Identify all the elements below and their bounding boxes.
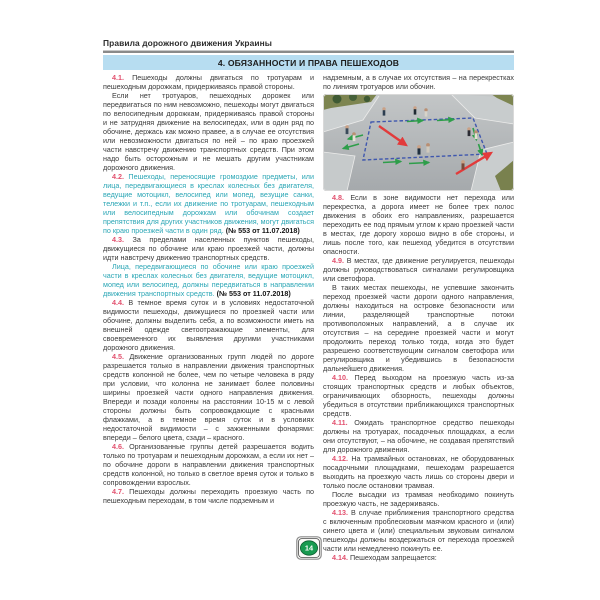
paragraph — [323, 490, 514, 508]
paragraph — [323, 193, 514, 256]
clause-number: 4.1. — [112, 73, 124, 82]
clause-text: надземным, а в случае их отсутствия – на перекрестках по линиям тротуаров или обочин. — [323, 73, 514, 91]
clause-number: 4.9. — [332, 256, 344, 265]
paragraph — [103, 262, 314, 298]
header-divider — [103, 50, 514, 53]
right-column-top — [323, 73, 514, 91]
clause-number: 4.2. — [112, 172, 124, 181]
clause-number: 4.13. — [332, 508, 348, 517]
clause-text: На трамвайных остановках, не оборудованных посадочными площадками, пешеходам разрешается выходить на проезжую часть лишь со стороны двери и только после остановки трамвая. — [323, 454, 514, 490]
clause-text: Пешеходам запрещается: — [350, 553, 437, 562]
section-banner — [103, 55, 514, 70]
clause-number: 4.10. — [332, 373, 348, 382]
section-title: 4. ОБЯЗАННОСТИ И ПРАВА ПЕШЕХОДОВ — [217, 57, 400, 68]
paragraph — [103, 73, 314, 91]
clause-text: Пешеходы, переносящие громоздкие предметы, или лица, передвигающиеся в креслах колесных без двигателя, ведущие мотоцикл, велосипед или мопед, везущие санки, тележки и т.п., если их движение по тротуарам, пешеходным или велосипедным дорожкам или обочинам создает препятствия для других участников движения, могут двигаться по краю проезжей части в один ряд. — [103, 172, 314, 235]
clause-text: В местах, где движение регулируется, пешеходы должны руководствоваться сигналами регулировщика или светофора. — [323, 256, 514, 283]
clause-text: Если в зоне видимости нет перехода или перекрестка, а дорога имеет не более трех полос движения в обоих его направлениях, разрешается переходить ее под прямым углом к краю проезжей части в местах, где дорогу хорошо видно в обе стороны, и лишь после того, как пешеход убедится в отсутствии опасности. — [323, 193, 515, 256]
clause-text: (№ 553 от 11.07.2018) — [216, 289, 291, 298]
clause-text: Пешеходы должны переходить проезжую часть по пешеходным переходам, в том числе подземным и — [103, 487, 315, 505]
paragraph — [323, 508, 514, 553]
page-number: 14 — [304, 543, 314, 553]
paragraph — [323, 553, 514, 562]
left-column — [103, 73, 314, 505]
intersection-illustration — [323, 94, 514, 191]
clause-text: Лица, передвигающиеся по обочине или краю проезжей части в креслах колесных без двигателя, ведущие мотоцикл, мопед или велосипед, должны передвигаться в направлении движения транспортных средств. — [103, 262, 314, 298]
paragraph — [103, 442, 314, 487]
paragraph — [323, 454, 514, 490]
clause-number: 4.12. — [332, 454, 348, 463]
clause-number: 4.14. — [332, 553, 348, 562]
clause-text: Перед выходом на проезжую часть из-за стоящих транспортных средств и любых объектов, ограничивающих обзорность, пешеходы должны убедиться в отсутствии приближающихся транспортных средств. — [323, 373, 514, 418]
paragraph — [323, 283, 514, 373]
paragraph — [323, 73, 514, 91]
clause-text: Движение организованных групп людей по дороге разрешается только в направлении движения транспортных средств колонной не более, чем по четыре человека в ряду при условии, что колонна не занимает более половины ширины проезжей части одного направления движения. Впереди и позади колонны на расстоянии 10-15 м с левой стороны должны быть сопровождающие с красными флажками, а в темное время суток и в условиях недостаточной видимости – с зажженными фонарями: впереди – белого цвета, сзади – красного. — [103, 352, 314, 442]
clause-text: В случае приближения транспортного средства с включенным проблесковым маячком красного и (или) синего цвета и (или) специальным звуковым сигналом пешеходы должны воздержаться от перехода проезжей части или немедленно покинуть ее. — [323, 508, 514, 553]
clause-text: Организованные группы детей разрешается водить только по тротуарам и пешеходным дорожкам, а если их нет – по обочине дороги в направлении движения транспортных средств колонной, но только в светлое время суток и только в сопровождении взрослых. — [103, 442, 315, 487]
clause-text: Ожидать транспортное средство пешеходы должны на тротуарах, посадочных площадках, а если они отсутствуют, – на обочине, не создавая препятствий для дорожного движения. — [323, 418, 515, 454]
clause-text: Если нет тротуаров, пешеходных дорожек или передвигаться по ним невозможно, пешеходы могут двигаться по велосипедным дорожкам, придерживаясь правой стороны и не затрудняя движение на велосипедах, или в один ряд по обочине, держась как можно правее, а в случае ее отсутствия или невозможности двигаться по ней – по краю проезжей части навстречу движению транспортных средств. При этом надо быть осторожным и не мешать другим участникам дорожного движения. — [103, 91, 314, 172]
clause-number: 4.11. — [332, 418, 348, 427]
clause-number: 4.5. — [112, 352, 124, 361]
text-columns — [103, 73, 514, 562]
right-column-bottom — [323, 193, 514, 562]
clause-number: 4.6. — [112, 442, 124, 451]
clause-text: Пешеходы должны двигаться по тротуарам и пешеходным дорожкам, придерживаясь правой стороны. — [103, 73, 314, 91]
clause-number: 4.4. — [112, 298, 124, 307]
clause-text: В таких местах пешеходы, не успевшие закончить переход проезжей части дороги одного направления, должны находиться на островке безопасности или линии, разделяющей транспортные потоки противоположных направлений, а в случае их отсутствия – на середине проезжей части и могут продолжить переход только тогда, когда это будет разрешено соответствующим сигналом светофора или регулировщика и убедившись в безопасности дальнейшего движения. — [323, 283, 514, 373]
page-number-badge — [296, 536, 322, 560]
paragraph — [103, 172, 314, 235]
paragraph — [323, 373, 514, 418]
clause-text: После высадки из трамвая необходимо покинуть проезжую часть, не задерживаясь. — [323, 490, 514, 508]
clause-number: 4.7. — [112, 487, 124, 496]
paragraph — [103, 91, 314, 172]
clause-text: За пределами населенных пунктов пешеходы, движущиеся по обочине или краю проезжей части, должны идти навстречу движению транспортных средств. — [103, 235, 314, 262]
book-title: Правила дорожного движения Украины — [103, 38, 273, 48]
paragraph — [103, 487, 314, 505]
paragraph — [103, 298, 314, 352]
clause-text: (№ 553 от 11.07.2018) — [225, 226, 300, 235]
clause-number: 4.8. — [332, 193, 344, 202]
clause-number: 4.3. — [112, 235, 124, 244]
paragraph — [103, 235, 314, 262]
clause-text: В темное время суток и в условиях недостаточной видимости пешеходы, движущиеся по проезжей части или обочине, должны выделить себя, а по возможности иметь на внешней одежде светоотражающие элементы, для своевременного их выявления другими участниками дорожного движения. — [103, 298, 314, 352]
paragraph — [103, 352, 314, 442]
paragraph — [323, 256, 514, 283]
right-column — [323, 73, 514, 562]
paragraph — [323, 418, 514, 454]
